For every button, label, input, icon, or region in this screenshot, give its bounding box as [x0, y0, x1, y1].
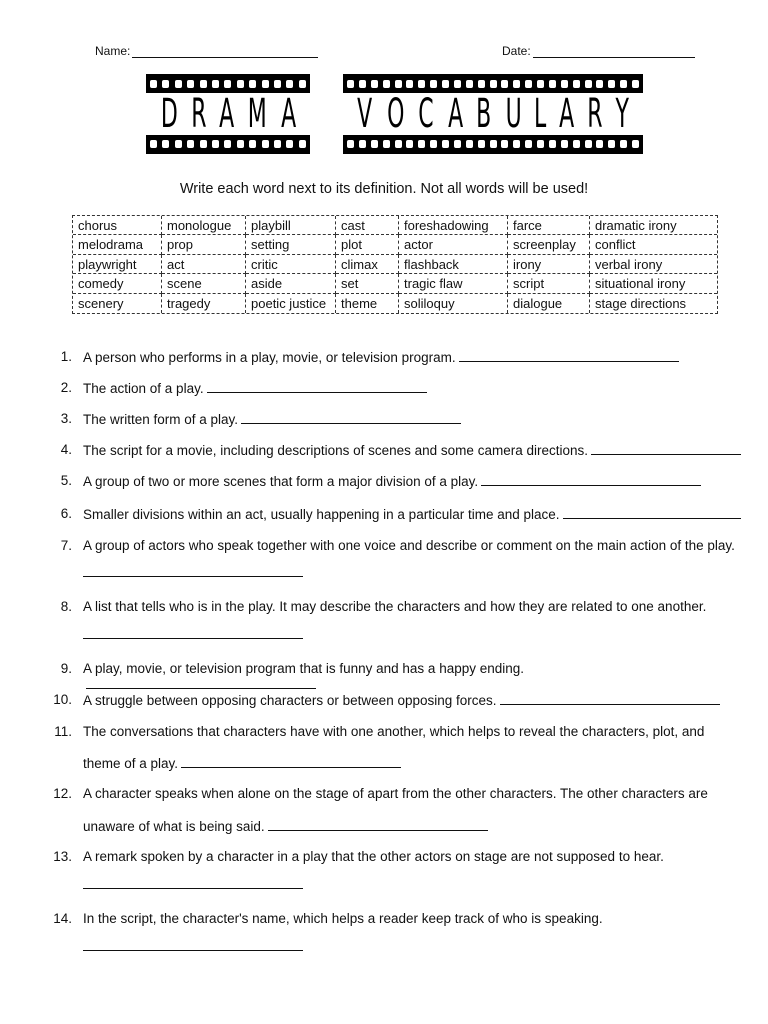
sprocket-hole — [237, 80, 244, 88]
sprocket-hole — [537, 140, 544, 148]
title-letter: U — [505, 91, 522, 137]
sprocket-hole — [596, 80, 603, 88]
sprocket-hole — [442, 80, 449, 88]
sprocket-hole — [406, 140, 413, 148]
title-letter: A — [218, 91, 234, 137]
title-letter: O — [386, 91, 405, 137]
word-bank-cell: verbal irony — [590, 255, 717, 274]
sprocket-hole — [561, 80, 568, 88]
question-text: The written form of a play. — [83, 412, 239, 427]
question-number: 9. — [60, 661, 72, 676]
sprocket-hole — [490, 80, 497, 88]
sprocket-hole — [442, 140, 449, 148]
word-bank-cell: dialogue — [508, 294, 590, 313]
sprocket-hole — [513, 80, 520, 88]
question-text: A remark spoken by a character in a play that the other actors on stage are not supposed to hear. — [83, 849, 664, 864]
sprocket-hole — [249, 80, 256, 88]
name-label: Name: — [95, 44, 131, 58]
title-letter: V — [357, 91, 373, 137]
question-text-continued: theme of a play. — [83, 756, 179, 771]
sprocket-hole — [383, 80, 390, 88]
word-bank-cell: situational irony — [590, 274, 717, 293]
word-bank-cell: scene — [162, 274, 246, 293]
sprocket-hole — [620, 140, 627, 148]
answer-blank[interactable] — [500, 692, 720, 705]
sprocket-hole — [371, 80, 378, 88]
sprocket-hole — [286, 140, 293, 148]
sprocket-hole — [430, 80, 437, 88]
sprocket-hole — [537, 80, 544, 88]
title-filmstrip-left — [146, 74, 310, 154]
question-text: Smaller divisions within an act, usually happening in a particular time and place. — [83, 507, 560, 522]
word-bank-cell: theme — [336, 294, 399, 313]
sprocket-hole — [262, 140, 269, 148]
question-text: The conversations that characters have with one another, which helps to reveal the characters, plot, and — [83, 724, 705, 739]
word-bank-cell: aside — [246, 274, 336, 293]
title-letter: L — [534, 91, 547, 137]
question-number: 1. — [60, 349, 72, 364]
date-label: Date: — [502, 44, 531, 58]
question-number: 12. — [53, 786, 72, 801]
title-letter: M — [247, 91, 267, 137]
sprocket-hole — [525, 80, 532, 88]
sprocket-hole — [501, 140, 508, 148]
sprocket-hole — [150, 140, 157, 148]
sprocket-hole — [262, 80, 269, 88]
name-field[interactable] — [95, 44, 318, 58]
question-text: The script for a movie, including descriptions of scenes and some camera directions. — [83, 443, 588, 458]
sprocket-hole — [150, 80, 157, 88]
title-letter: C — [418, 91, 434, 137]
sprocket-hole — [478, 140, 485, 148]
word-bank-cell: prop — [162, 235, 246, 254]
question-text: In the script, the character's name, which helps a reader keep track of who is speaking. — [83, 911, 603, 926]
sprocket-hole — [525, 140, 532, 148]
question-text: A list that tells who is in the play. It may describe the characters and how they are related to one another. — [83, 599, 707, 614]
answer-blank[interactable] — [481, 473, 701, 486]
sprocket-hole — [187, 80, 194, 88]
sprocket-hole — [585, 140, 592, 148]
sprocket-hole — [466, 140, 473, 148]
word-bank-cell: farce — [508, 216, 590, 235]
word-bank-cell: foreshadowing — [399, 216, 508, 235]
answer-blank[interactable] — [181, 755, 401, 768]
title-letter: A — [280, 91, 296, 137]
question-text: A character speaks when alone on the stage of apart from the other characters. The other characters are — [83, 786, 708, 801]
sprocket-hole — [418, 80, 425, 88]
sprocket-hole — [371, 140, 378, 148]
sprocket-hole — [490, 140, 497, 148]
sprocket-hole — [359, 140, 366, 148]
sprocket-hole — [596, 140, 603, 148]
sprocket-hole — [561, 140, 568, 148]
sprocket-hole — [286, 80, 293, 88]
sprocket-hole — [608, 80, 615, 88]
question-number: 13. — [53, 849, 72, 864]
date-field[interactable] — [502, 44, 695, 58]
word-bank-cell: setting — [246, 235, 336, 254]
word-bank-cell: comedy — [73, 274, 162, 293]
sprocket-row — [347, 78, 639, 90]
question-number: 5. — [60, 473, 72, 488]
question-text-continued: unaware of what is being said. — [83, 819, 265, 834]
question-number: 8. — [60, 599, 72, 614]
sprocket-hole — [608, 140, 615, 148]
word-bank-cell: climax — [336, 255, 399, 274]
sprocket-hole — [549, 80, 556, 88]
sprocket-hole — [430, 140, 437, 148]
question-number: 10. — [53, 692, 72, 707]
sprocket-hole — [478, 80, 485, 88]
sprocket-hole — [175, 80, 182, 88]
question-number: 7. — [60, 538, 72, 553]
sprocket-hole — [200, 140, 207, 148]
sprocket-hole — [224, 140, 231, 148]
word-bank-cell: irony — [508, 255, 590, 274]
question-number: 2. — [60, 380, 72, 395]
word-bank-cell: script — [508, 274, 590, 293]
question-number: 4. — [60, 442, 72, 457]
sprocket-hole — [585, 80, 592, 88]
word-bank-cell: monologue — [162, 216, 246, 235]
question-number: 14. — [53, 911, 72, 926]
header-fields — [0, 44, 768, 62]
sprocket-hole — [212, 140, 219, 148]
sprocket-hole — [224, 80, 231, 88]
name-input-line[interactable] — [132, 45, 318, 58]
sprocket-hole — [418, 140, 425, 148]
answer-blank[interactable] — [241, 411, 461, 424]
word-bank-cell: poetic justice — [246, 294, 336, 313]
sprocket-hole — [406, 80, 413, 88]
sprocket-hole — [249, 140, 256, 148]
answer-blank[interactable] — [83, 950, 303, 951]
instructions: Write each word next to its definition. Not all words will be used! — [179, 181, 589, 197]
word-bank-cell: scenery — [73, 294, 162, 313]
question-text: The action of a play. — [83, 381, 204, 396]
sprocket-hole — [454, 140, 461, 148]
question-text: A play, movie, or television program that is funny and has a happy ending. — [83, 661, 525, 676]
sprocket-hole — [274, 140, 281, 148]
sprocket-hole — [632, 140, 639, 148]
answer-blank[interactable] — [268, 818, 488, 831]
title-letter: Y — [615, 91, 630, 137]
date-input-line[interactable] — [533, 45, 695, 58]
question-number: 3. — [60, 411, 72, 426]
sprocket-hole — [549, 140, 556, 148]
title-letter: A — [447, 91, 463, 137]
question-text: A group of two or more scenes that form a major division of a play. — [83, 474, 479, 489]
sprocket-hole — [274, 80, 281, 88]
sprocket-hole — [299, 80, 306, 88]
word-bank-cell: act — [162, 255, 246, 274]
answer-blank[interactable] — [83, 638, 303, 639]
word-bank-cell: critic — [246, 255, 336, 274]
sprocket-hole — [454, 80, 461, 88]
word-bank-cell: playwright — [73, 255, 162, 274]
sprocket-hole — [573, 140, 580, 148]
sprocket-hole — [466, 80, 473, 88]
sprocket-hole — [395, 140, 402, 148]
sprocket-hole — [395, 80, 402, 88]
word-bank-cell: soliloquy — [399, 294, 508, 313]
word-bank-cell: chorus — [73, 216, 162, 235]
sprocket-hole — [359, 80, 366, 88]
sprocket-row — [347, 138, 639, 150]
title-letter: D — [160, 91, 178, 137]
sprocket-hole — [620, 80, 627, 88]
answer-blank[interactable] — [591, 442, 741, 455]
sprocket-row — [150, 138, 306, 150]
word-bank-cell: plot — [336, 235, 399, 254]
title-letter: A — [559, 91, 575, 137]
title-letter: R — [587, 91, 603, 137]
answer-blank[interactable] — [207, 380, 427, 393]
word-bank-cell: melodrama — [73, 235, 162, 254]
word-bank-table — [72, 215, 718, 314]
sprocket-hole — [347, 140, 354, 148]
sprocket-hole — [175, 140, 182, 148]
question-text: A person who performs in a play, movie, or television program. — [83, 350, 456, 365]
title-letter: B — [476, 91, 492, 137]
answer-blank[interactable] — [563, 506, 741, 519]
question-number: 6. — [60, 506, 72, 521]
sprocket-hole — [162, 140, 169, 148]
question-number: 11. — [54, 724, 72, 739]
sprocket-hole — [200, 80, 207, 88]
title-letter: R — [191, 91, 207, 137]
sprocket-hole — [383, 140, 390, 148]
sprocket-hole — [237, 140, 244, 148]
title-word-vocabulary — [343, 93, 643, 135]
word-bank-cell: set — [336, 274, 399, 293]
word-bank-cell: screenplay — [508, 235, 590, 254]
sprocket-hole — [299, 140, 306, 148]
sprocket-hole — [187, 140, 194, 148]
sprocket-hole — [162, 80, 169, 88]
word-bank-cell: flashback — [399, 255, 508, 274]
answer-blank[interactable] — [459, 349, 679, 362]
word-bank-cell: conflict — [590, 235, 717, 254]
word-bank-cell: dramatic irony — [590, 216, 717, 235]
answer-blank[interactable] — [83, 888, 303, 889]
title-word-drama — [146, 93, 310, 135]
question-text: A struggle between opposing characters or between opposing forces. — [83, 693, 497, 708]
sprocket-hole — [501, 80, 508, 88]
word-bank-cell: cast — [336, 216, 399, 235]
word-bank-cell: playbill — [246, 216, 336, 235]
word-bank-cell: tragedy — [162, 294, 246, 313]
word-bank-cell: stage directions — [595, 295, 687, 311]
sprocket-hole — [573, 80, 580, 88]
question-text: A group of actors who speak together with one voice and describe or comment on the main action of the play. — [83, 538, 735, 553]
word-bank-cell: tragic flaw — [399, 274, 508, 293]
answer-blank[interactable] — [86, 676, 316, 689]
sprocket-hole — [347, 80, 354, 88]
answer-blank[interactable] — [83, 576, 303, 577]
title-filmstrip-right — [343, 74, 643, 154]
word-bank-cell: actor — [399, 235, 508, 254]
sprocket-row — [150, 78, 306, 90]
sprocket-hole — [632, 80, 639, 88]
sprocket-hole — [513, 140, 520, 148]
sprocket-hole — [212, 80, 219, 88]
